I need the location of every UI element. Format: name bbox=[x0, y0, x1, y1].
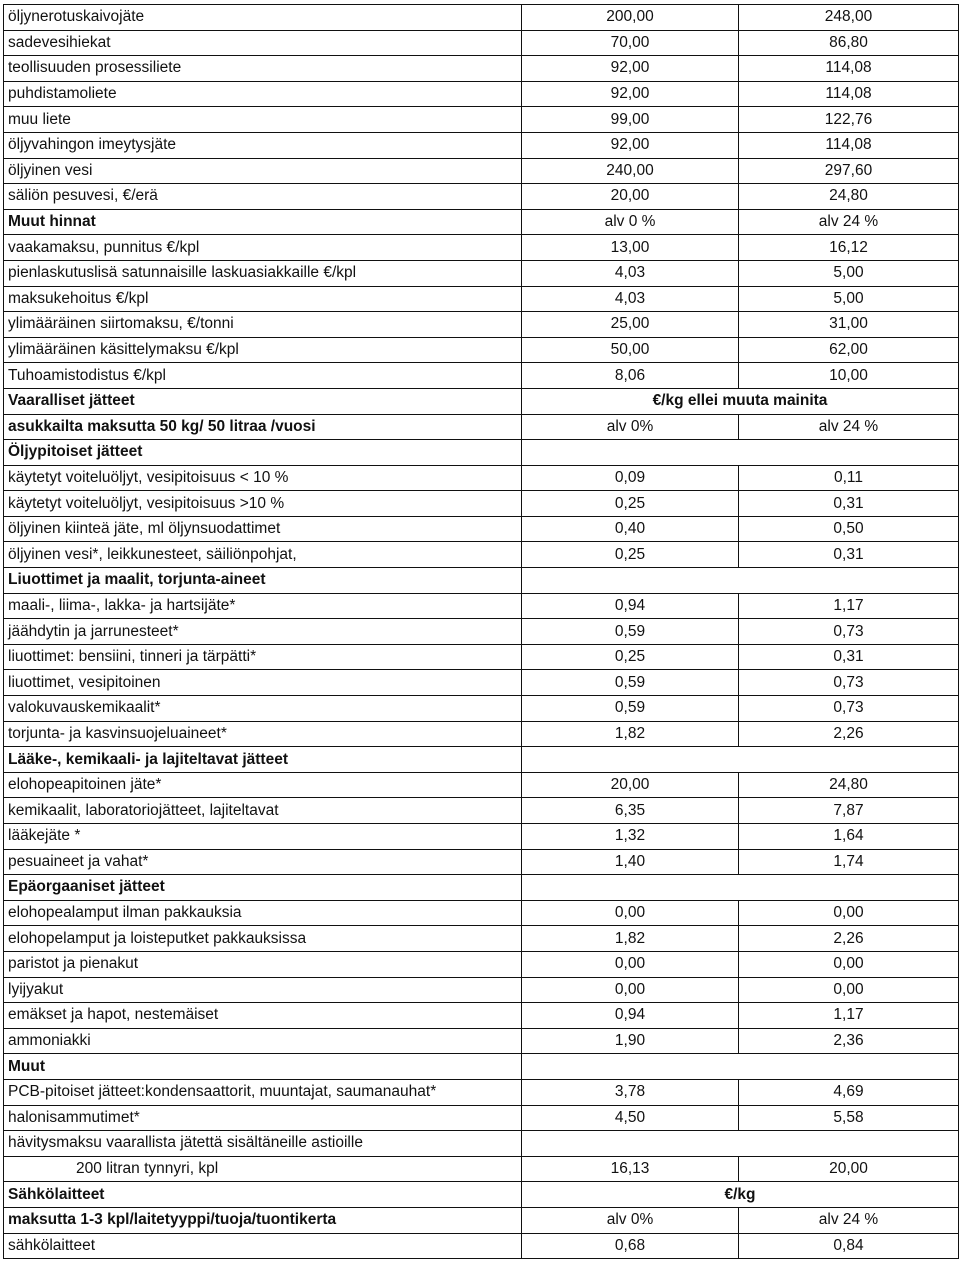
section-header-row bbox=[4, 414, 959, 440]
row-label: käytetyt voiteluöljyt, vesipitoisuus < 10 % bbox=[4, 465, 522, 491]
empty-cell bbox=[522, 875, 959, 901]
price-alv0: 240,00 bbox=[522, 158, 739, 184]
section-header-row bbox=[4, 388, 959, 414]
price-alv0: 92,00 bbox=[522, 56, 739, 82]
section-header-row bbox=[4, 209, 959, 235]
row-label: Tuhoamistodistus €/kpl bbox=[4, 363, 522, 389]
table-row bbox=[4, 158, 959, 184]
row-label: Öljypitoiset jätteet bbox=[4, 440, 522, 466]
price-alv24: 0,31 bbox=[739, 542, 959, 568]
section-header-row bbox=[4, 875, 959, 901]
row-label: öljyinen vesi bbox=[4, 158, 522, 184]
section-header-row bbox=[4, 1054, 959, 1080]
price-alv24: 7,87 bbox=[739, 798, 959, 824]
price-alv24: 62,00 bbox=[739, 337, 959, 363]
row-label: Sähkölaitteet bbox=[4, 1182, 522, 1208]
table-row bbox=[4, 849, 959, 875]
table-row bbox=[4, 696, 959, 722]
table-row bbox=[4, 132, 959, 158]
price-alv24: 0,11 bbox=[739, 465, 959, 491]
price-alv24: 24,80 bbox=[739, 184, 959, 210]
price-alv24: 0,00 bbox=[739, 977, 959, 1003]
price-alv24: 0,31 bbox=[739, 644, 959, 670]
table-row bbox=[4, 1233, 959, 1259]
table-row bbox=[4, 30, 959, 56]
price-alv0: 0,00 bbox=[522, 951, 739, 977]
row-label: puhdistamoliete bbox=[4, 81, 522, 107]
price-alv24: 0,73 bbox=[739, 619, 959, 645]
price-alv0: 1,32 bbox=[522, 824, 739, 850]
row-label: käytetyt voiteluöljyt, vesipitoisuus >10 % bbox=[4, 491, 522, 517]
row-label: Epäorgaaniset jätteet bbox=[4, 875, 522, 901]
price-alv0: 92,00 bbox=[522, 81, 739, 107]
row-label: maksutta 1-3 kpl/laitetyyppi/tuoja/tuontikerta bbox=[4, 1207, 522, 1233]
price-alv24: 5,00 bbox=[739, 286, 959, 312]
price-alv0: 13,00 bbox=[522, 235, 739, 261]
row-label: elohopealamput ilman pakkauksia bbox=[4, 900, 522, 926]
table-row bbox=[4, 1028, 959, 1054]
empty-cell bbox=[522, 440, 959, 466]
row-label: lääkejäte * bbox=[4, 824, 522, 850]
price-alv0: 200,00 bbox=[522, 5, 739, 31]
price-alv0: 92,00 bbox=[522, 132, 739, 158]
price-alv0: 25,00 bbox=[522, 312, 739, 338]
price-alv24: 0,00 bbox=[739, 900, 959, 926]
table-row bbox=[4, 593, 959, 619]
price-alv0: 99,00 bbox=[522, 107, 739, 133]
price-alv0: 20,00 bbox=[522, 184, 739, 210]
table-row bbox=[4, 926, 959, 952]
price-alv0: 20,00 bbox=[522, 772, 739, 798]
price-alv24: 5,00 bbox=[739, 260, 959, 286]
section-header-row bbox=[4, 440, 959, 466]
section-header-row bbox=[4, 1207, 959, 1233]
row-label: Liuottimet ja maalit, torjunta-aineet bbox=[4, 568, 522, 594]
table-row bbox=[4, 312, 959, 338]
table-row bbox=[4, 900, 959, 926]
section-header-row bbox=[4, 747, 959, 773]
table-row bbox=[4, 951, 959, 977]
table-row bbox=[4, 260, 959, 286]
row-label: elohopelamput ja loisteputket pakkauksissa bbox=[4, 926, 522, 952]
section-header-row bbox=[4, 1182, 959, 1208]
row-label: halonisammutimet* bbox=[4, 1105, 522, 1131]
row-label: elohopeapitoinen jäte* bbox=[4, 772, 522, 798]
price-alv0: 4,03 bbox=[522, 260, 739, 286]
row-label: sähkölaitteet bbox=[4, 1233, 522, 1259]
price-alv24: 114,08 bbox=[739, 56, 959, 82]
price-alv24: 1,17 bbox=[739, 593, 959, 619]
row-label: öljynerotuskaivojäte bbox=[4, 5, 522, 31]
table-row bbox=[4, 1003, 959, 1029]
row-label: lyijyakut bbox=[4, 977, 522, 1003]
price-alv24: 114,08 bbox=[739, 81, 959, 107]
row-label: teollisuuden prosessiliete bbox=[4, 56, 522, 82]
price-alv24: 5,58 bbox=[739, 1105, 959, 1131]
price-alv24: 0,31 bbox=[739, 491, 959, 517]
price-alv0: 0,25 bbox=[522, 644, 739, 670]
row-label: sadevesihiekat bbox=[4, 30, 522, 56]
table-row bbox=[4, 184, 959, 210]
table-row bbox=[4, 465, 959, 491]
table-row bbox=[4, 824, 959, 850]
price-alv24: 24,80 bbox=[739, 772, 959, 798]
price-table bbox=[3, 4, 959, 1259]
table-row bbox=[4, 977, 959, 1003]
price-alv0: 0,94 bbox=[522, 593, 739, 619]
price-alv24: 297,60 bbox=[739, 158, 959, 184]
row-label: paristot ja pienakut bbox=[4, 951, 522, 977]
row-label: Muut bbox=[4, 1054, 522, 1080]
price-alv24: 16,12 bbox=[739, 235, 959, 261]
unit-header: €/kg ellei muuta mainita bbox=[522, 388, 959, 414]
row-label: asukkailta maksutta 50 kg/ 50 litraa /vuosi bbox=[4, 414, 522, 440]
price-alv0: 50,00 bbox=[522, 337, 739, 363]
price-alv24: 248,00 bbox=[739, 5, 959, 31]
table-row bbox=[4, 235, 959, 261]
row-label: vaakamaksu, punnitus €/kpl bbox=[4, 235, 522, 261]
table-row bbox=[4, 772, 959, 798]
row-label: Lääke-, kemikaali- ja lajiteltavat jätteet bbox=[4, 747, 522, 773]
table-row bbox=[4, 1156, 959, 1182]
row-label: muu liete bbox=[4, 107, 522, 133]
row-label: kemikaalit, laboratoriojätteet, lajiteltavat bbox=[4, 798, 522, 824]
price-alv0: 0,68 bbox=[522, 1233, 739, 1259]
table-row bbox=[4, 56, 959, 82]
price-alv0: 16,13 bbox=[522, 1156, 739, 1182]
table-row bbox=[4, 542, 959, 568]
price-alv0: 0,25 bbox=[522, 542, 739, 568]
table-row bbox=[4, 1105, 959, 1131]
table-row bbox=[4, 644, 959, 670]
price-alv0: 0,40 bbox=[522, 516, 739, 542]
price-alv24: 2,26 bbox=[739, 926, 959, 952]
price-alv0: 0,00 bbox=[522, 900, 739, 926]
price-alv0: alv 0% bbox=[522, 414, 739, 440]
row-label: maali-, liima-, lakka- ja hartsijäte* bbox=[4, 593, 522, 619]
table-row bbox=[4, 491, 959, 517]
row-label: liuottimet, vesipitoinen bbox=[4, 670, 522, 696]
table-row bbox=[4, 337, 959, 363]
row-label: Vaaralliset jätteet bbox=[4, 388, 522, 414]
price-alv0: 0,94 bbox=[522, 1003, 739, 1029]
row-label: öljyvahingon imeytysjäte bbox=[4, 132, 522, 158]
price-alv0: 70,00 bbox=[522, 30, 739, 56]
row-label: öljyinen vesi*, leikkunesteet, säiliönpohjat, bbox=[4, 542, 522, 568]
price-alv0: 0,00 bbox=[522, 977, 739, 1003]
price-alv0: 6,35 bbox=[522, 798, 739, 824]
row-label: maksukehoitus €/kpl bbox=[4, 286, 522, 312]
price-alv24: 31,00 bbox=[739, 312, 959, 338]
table-row bbox=[4, 107, 959, 133]
price-alv24: 20,00 bbox=[739, 1156, 959, 1182]
empty-cell bbox=[522, 747, 959, 773]
table-row bbox=[4, 363, 959, 389]
price-alv24: 114,08 bbox=[739, 132, 959, 158]
price-alv24: 122,76 bbox=[739, 107, 959, 133]
row-label: öljyinen kiinteä jäte, ml öljynsuodattimet bbox=[4, 516, 522, 542]
price-alv0: 1,90 bbox=[522, 1028, 739, 1054]
row-label: valokuvauskemikaalit* bbox=[4, 696, 522, 722]
row-label: pesuaineet ja vahat* bbox=[4, 849, 522, 875]
empty-cell bbox=[522, 1131, 959, 1157]
price-alv0: alv 0% bbox=[522, 1207, 739, 1233]
price-alv0: 1,82 bbox=[522, 721, 739, 747]
price-alv0: 1,40 bbox=[522, 849, 739, 875]
price-alv24: 0,73 bbox=[739, 670, 959, 696]
unit-header: €/kg bbox=[522, 1182, 959, 1208]
row-label: emäkset ja hapot, nestemäiset bbox=[4, 1003, 522, 1029]
price-alv24: 4,69 bbox=[739, 1079, 959, 1105]
price-alv24: 1,17 bbox=[739, 1003, 959, 1029]
row-label: PCB-pitoiset jätteet:kondensaattorit, muuntajat, saumanauhat* bbox=[4, 1079, 522, 1105]
price-alv0: 3,78 bbox=[522, 1079, 739, 1105]
price-alv24: 2,36 bbox=[739, 1028, 959, 1054]
table-row bbox=[4, 81, 959, 107]
price-alv24: alv 24 % bbox=[739, 209, 959, 235]
price-alv0: 4,03 bbox=[522, 286, 739, 312]
row-label: torjunta- ja kasvinsuojeluaineet* bbox=[4, 721, 522, 747]
price-alv0: 0,25 bbox=[522, 491, 739, 517]
price-alv24: 0,00 bbox=[739, 951, 959, 977]
table-row bbox=[4, 721, 959, 747]
table-row bbox=[4, 1079, 959, 1105]
price-alv0: 1,82 bbox=[522, 926, 739, 952]
price-alv24: 0,84 bbox=[739, 1233, 959, 1259]
table-row bbox=[4, 1131, 959, 1157]
row-label: 200 litran tynnyri, kpl bbox=[4, 1156, 522, 1182]
table-row bbox=[4, 798, 959, 824]
table-row bbox=[4, 619, 959, 645]
price-alv24: 86,80 bbox=[739, 30, 959, 56]
row-label: ylimääräinen siirtomaksu, €/tonni bbox=[4, 312, 522, 338]
price-alv0: 0,59 bbox=[522, 619, 739, 645]
price-alv24: 0,73 bbox=[739, 696, 959, 722]
table-row bbox=[4, 286, 959, 312]
price-alv24: 1,74 bbox=[739, 849, 959, 875]
price-alv24: 0,50 bbox=[739, 516, 959, 542]
row-label: jäähdytin ja jarrunesteet* bbox=[4, 619, 522, 645]
price-alv24: 10,00 bbox=[739, 363, 959, 389]
row-label: ammoniakki bbox=[4, 1028, 522, 1054]
price-alv0: alv 0 % bbox=[522, 209, 739, 235]
table-row bbox=[4, 516, 959, 542]
section-header-row bbox=[4, 568, 959, 594]
table-row bbox=[4, 670, 959, 696]
price-alv0: 0,59 bbox=[522, 670, 739, 696]
row-label: liuottimet: bensiini, tinneri ja tärpätti* bbox=[4, 644, 522, 670]
price-alv0: 0,59 bbox=[522, 696, 739, 722]
price-alv0: 0,09 bbox=[522, 465, 739, 491]
row-label: pienlaskutuslisä satunnaisille laskuasiakkaille €/kpl bbox=[4, 260, 522, 286]
price-alv24: 2,26 bbox=[739, 721, 959, 747]
row-label: säliön pesuvesi, €/erä bbox=[4, 184, 522, 210]
price-alv24: alv 24 % bbox=[739, 1207, 959, 1233]
price-alv24: alv 24 % bbox=[739, 414, 959, 440]
table-row bbox=[4, 5, 959, 31]
empty-cell bbox=[522, 568, 959, 594]
row-label: hävitysmaksu vaarallista jätettä sisältäneille astioille bbox=[4, 1131, 522, 1157]
empty-cell bbox=[522, 1054, 959, 1080]
price-alv24: 1,64 bbox=[739, 824, 959, 850]
row-label: Muut hinnat bbox=[4, 209, 522, 235]
price-alv0: 8,06 bbox=[522, 363, 739, 389]
price-alv0: 4,50 bbox=[522, 1105, 739, 1131]
row-label: ylimääräinen käsittelymaksu €/kpl bbox=[4, 337, 522, 363]
